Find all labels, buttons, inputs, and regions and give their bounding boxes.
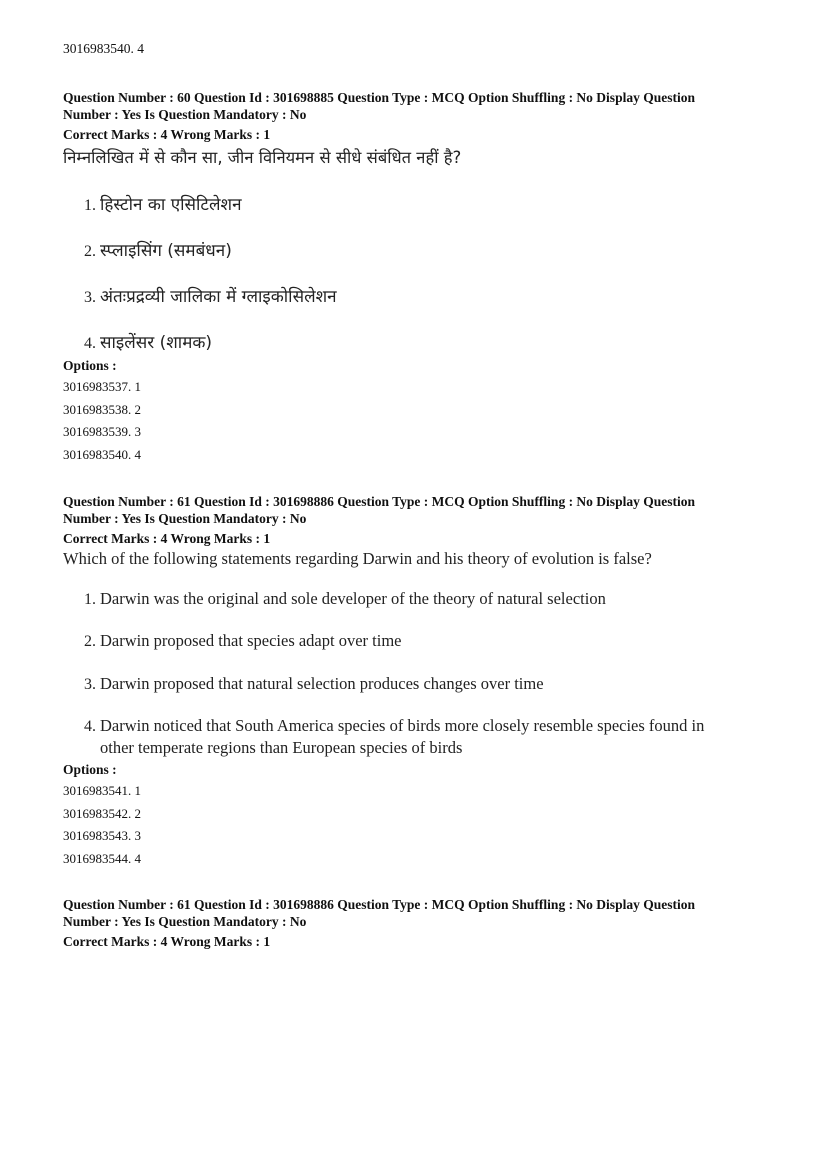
question-60-choice-3 — [84, 286, 337, 309]
option-1: 3016983541. 1 — [63, 783, 141, 798]
choice-text: अंतःप्रद्रव्यी जालिका में ग्लाइकोसिलेशन — [100, 287, 337, 307]
choice-number: 1. — [84, 591, 96, 608]
choice-text: Darwin proposed that species adapt over time — [100, 631, 402, 650]
choice-number: 4. — [84, 335, 96, 352]
question-meta-line-1: Question Number : 61 Question Id : 301698886 Question Type : MCQ Option Shuffling : No Display Question — [63, 897, 695, 912]
question-61-choice-4 — [84, 715, 704, 758]
choice-text: स्प्लाइसिंग (समबंधन) — [100, 241, 232, 261]
question-meta-line-1: Question Number : 60 Question Id : 301698885 Question Type : MCQ Option Shuffling : No Display Question — [63, 90, 695, 105]
option-2: 3016983538. 2 — [63, 401, 141, 417]
question-61-choice-3 — [84, 673, 544, 695]
choice-number: 2. — [84, 633, 96, 650]
question-60-stem: निम्नलिखित में से कौन सा, जीन विनियमन से सीधे संबंधित नहीं है? — [63, 148, 462, 167]
question-meta-line-2: Number : Yes Is Question Mandatory : No — [63, 107, 307, 122]
question-60-options — [63, 357, 773, 466]
option-4: 3016983544. 4 — [63, 850, 141, 866]
choice-text: Darwin noticed that South America species of birds more closely resemble species found in — [100, 716, 705, 735]
choice-number: 1. — [84, 197, 96, 214]
question-meta-line-2: Number : Yes Is Question Mandatory : No — [63, 914, 307, 929]
choice-number: 4. — [84, 718, 96, 735]
question-meta-line-2: Number : Yes Is Question Mandatory : No — [63, 511, 307, 526]
choice-text-continued: other temperate regions than European species of birds — [100, 738, 463, 757]
option-3: 3016983543. 3 — [63, 828, 141, 843]
options-label: Options : — [63, 762, 117, 777]
choice-text: Darwin was the original and sole developer of the theory of natural selection — [100, 589, 606, 608]
question-60 — [63, 89, 773, 143]
choice-number: 2. — [84, 243, 96, 260]
question-60-choice-2 — [84, 240, 232, 263]
choice-text: साइलेंसर (शामक) — [100, 333, 213, 353]
question-61-options — [63, 761, 773, 870]
question-marks: Correct Marks : 4 Wrong Marks : 1 — [63, 934, 271, 949]
question-60-choice-1 — [84, 194, 242, 217]
question-marks: Correct Marks : 4 Wrong Marks : 1 — [63, 531, 271, 546]
choice-text: हिस्टोन का एसिटिलेशन — [100, 195, 242, 215]
question-61-repeat — [63, 896, 773, 950]
question-marks: Correct Marks : 4 Wrong Marks : 1 — [63, 127, 271, 142]
options-label: Options : — [63, 358, 117, 373]
choice-number: 3. — [84, 289, 96, 306]
question-61-choice-1 — [84, 588, 606, 610]
option-3: 3016983539. 3 — [63, 424, 141, 439]
question-61 — [63, 493, 773, 547]
carryover-option: 3016983540. 4 — [63, 41, 144, 56]
option-2: 3016983542. 2 — [63, 805, 141, 821]
option-1: 3016983537. 1 — [63, 379, 141, 394]
question-60-choice-4 — [84, 332, 212, 355]
question-61-choice-2 — [84, 630, 402, 652]
option-4: 3016983540. 4 — [63, 446, 141, 462]
question-61-stem: Which of the following statements regarding Darwin and his theory of evolution is false? — [63, 549, 652, 568]
question-meta-line-1: Question Number : 61 Question Id : 301698886 Question Type : MCQ Option Shuffling : No Display Question — [63, 494, 695, 509]
choice-text: Darwin proposed that natural selection produces changes over time — [100, 674, 544, 693]
choice-number: 3. — [84, 676, 96, 693]
